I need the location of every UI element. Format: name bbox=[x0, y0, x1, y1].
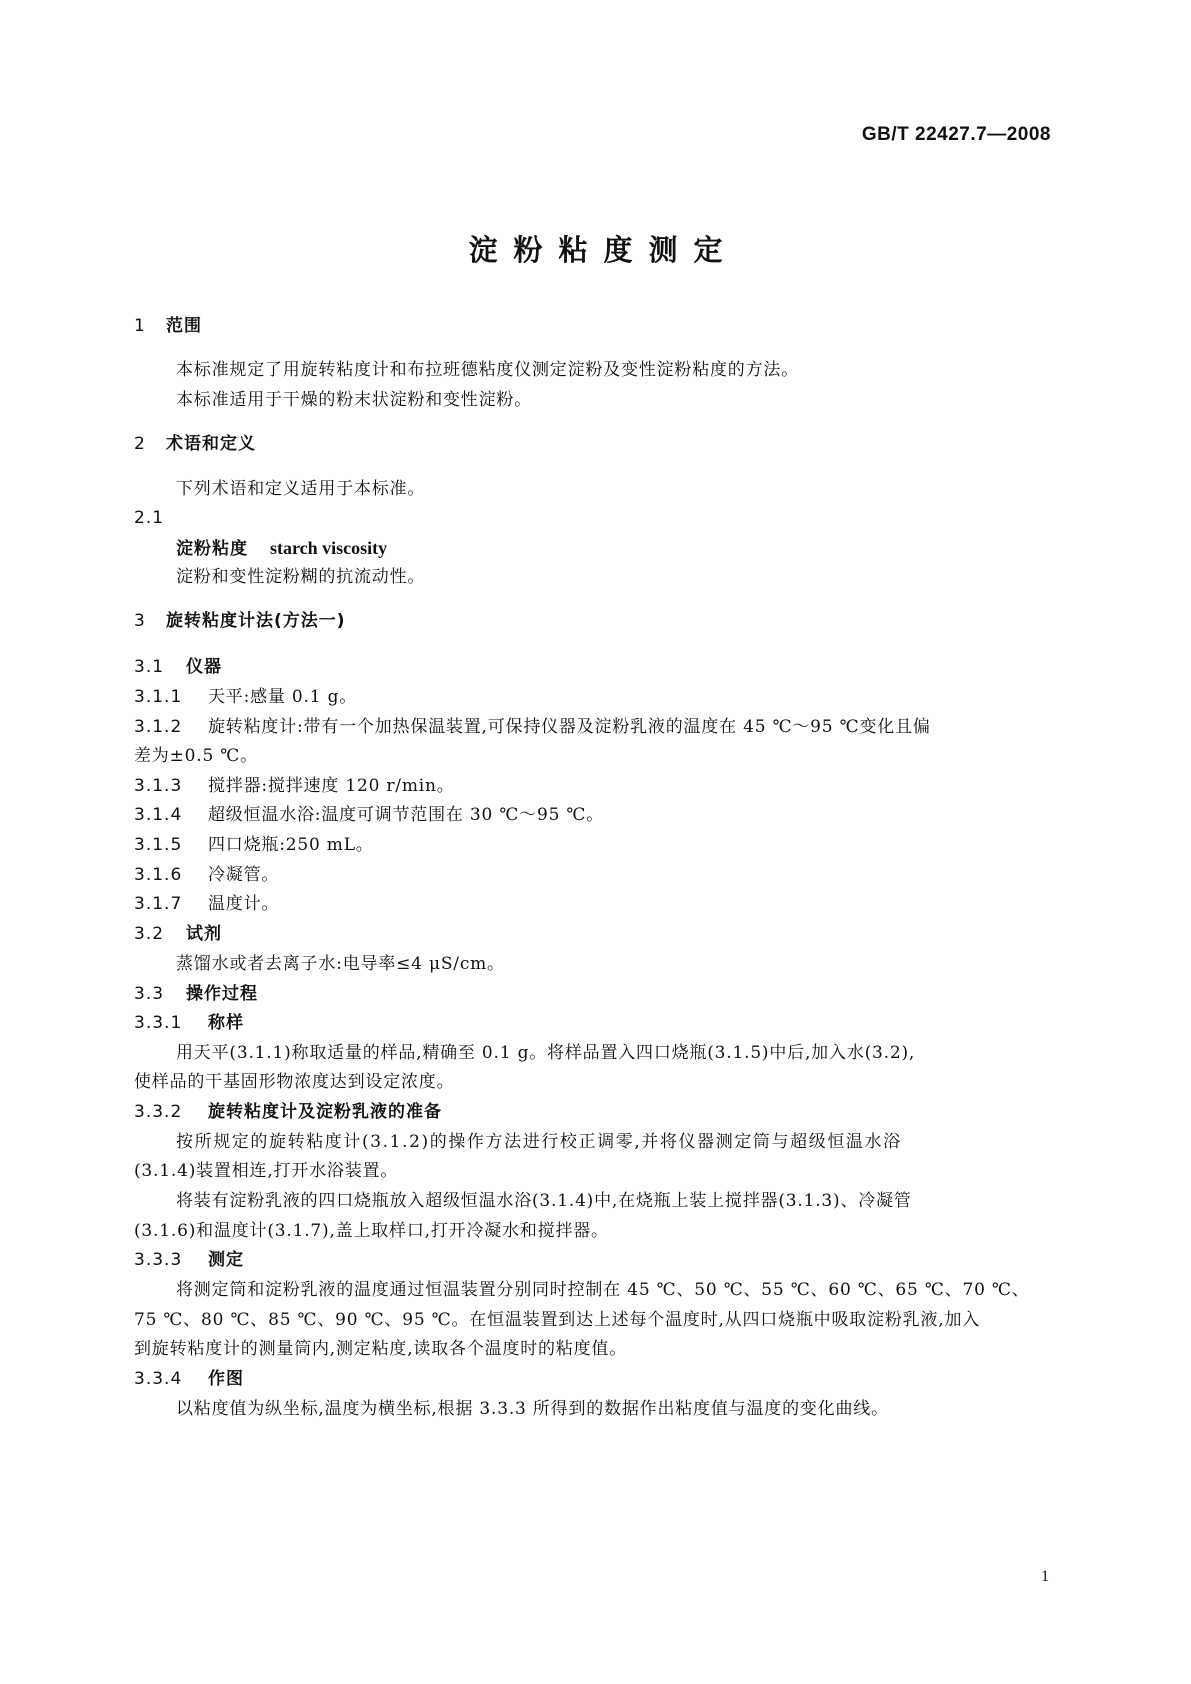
clause-number: 3.1.6 bbox=[134, 865, 183, 885]
clause-2-1-number: 2.1 bbox=[134, 508, 165, 528]
clause-3-1-7 bbox=[134, 889, 1064, 919]
clause-number: 3.1.1 bbox=[134, 687, 183, 707]
section-number: 1 bbox=[134, 316, 146, 336]
clause-text: 温度计。 bbox=[208, 894, 280, 914]
section-title: 范围 bbox=[166, 316, 202, 336]
section-2-heading bbox=[134, 429, 1064, 459]
clause-continuation: 差为±0.5 ℃。 bbox=[134, 746, 258, 766]
term-definition: 淀粉和变性淀粉糊的抗流动性。 bbox=[176, 567, 426, 587]
clause-3-3-3-heading bbox=[134, 1245, 1064, 1275]
subsection-number: 3.1 bbox=[134, 657, 165, 677]
subsection-3-2-heading bbox=[134, 919, 1064, 949]
subsection-3-3-heading bbox=[134, 979, 1064, 1009]
document-title: 淀粉粘度测定 bbox=[468, 233, 739, 267]
subsection-number: 3.2 bbox=[134, 924, 165, 944]
paragraph-line: 用天平(3.1.1)称取适量的样品,精确至 0.1 g。将样品置入四口烧瓶(3.1.5)中后,加入水(3.2), bbox=[176, 1043, 916, 1063]
page-number: 1 bbox=[1041, 1568, 1049, 1585]
subsection-title: 仪器 bbox=[186, 657, 222, 677]
subsection-title: 试剂 bbox=[186, 924, 222, 944]
clause-number: 3.1.2 bbox=[134, 717, 183, 737]
clause-number: 3.1.5 bbox=[134, 835, 183, 855]
clause-number: 3.3.1 bbox=[134, 1013, 183, 1033]
clause-number: 3.1.4 bbox=[134, 805, 183, 825]
term-english: starch viscosity bbox=[270, 538, 388, 558]
clause-text: 四口烧瓶:250 mL。 bbox=[208, 835, 374, 855]
clause-3-1-1 bbox=[134, 682, 1064, 712]
clause-number: 3.3.3 bbox=[134, 1250, 183, 1270]
clause-number: 3.1.7 bbox=[134, 894, 183, 914]
paragraph-line: 将装有淀粉乳液的四口烧瓶放入超级恒温水浴(3.1.4)中,在烧瓶上装上搅拌器(3.1.3)、冷凝管 bbox=[176, 1191, 912, 1211]
paragraph-line: (3.1.4)装置相连,打开水浴装置。 bbox=[134, 1161, 399, 1181]
paragraph-line: 到旋转粘度计的测量筒内,测定粘度,读取各个温度时的粘度值。 bbox=[134, 1339, 628, 1359]
subsection-3-1-heading bbox=[134, 652, 1064, 682]
standard-number: GB/T 22427.7—2008 bbox=[861, 124, 1051, 145]
paragraph: 本标准适用于干燥的粉末状淀粉和变性淀粉。 bbox=[176, 390, 532, 410]
section-title: 旋转粘度计法(方法一) bbox=[166, 611, 346, 631]
term-chinese: 淀粉粘度 bbox=[176, 539, 248, 559]
section-3-heading bbox=[134, 606, 1064, 636]
section-title: 术语和定义 bbox=[166, 434, 256, 454]
clause-title: 作图 bbox=[208, 1369, 244, 1389]
paragraph: 本标准规定了用旋转粘度计和布拉班德粘度仪测定淀粉及变性淀粉粘度的方法。 bbox=[176, 360, 799, 380]
paragraph-line: 将测定筒和淀粉乳液的温度通过恒温装置分别同时控制在 45 ℃、50 ℃、55 ℃、60 ℃、65 ℃、70 ℃、 bbox=[176, 1280, 1030, 1300]
section-1-heading bbox=[134, 311, 1064, 341]
paragraph-line: 75 ℃、80 ℃、85 ℃、90 ℃、95 ℃。在恒温装置到达上述每个温度时,从四口烧瓶中吸取淀粉乳液,加入 bbox=[134, 1310, 981, 1330]
subsection-number: 3.3 bbox=[134, 984, 165, 1004]
clause-title: 称样 bbox=[208, 1013, 244, 1033]
clause-text: 超级恒温水浴:温度可调节范围在 30 ℃～95 ℃。 bbox=[208, 805, 605, 825]
paragraph-line: 以粘度值为纵坐标,温度为横坐标,根据 3.3.3 所得到的数据作出粘度值与温度的变化曲线。 bbox=[176, 1399, 889, 1419]
clause-3-1-5 bbox=[134, 830, 1064, 860]
clause-3-1-3 bbox=[134, 771, 1064, 801]
section-number: 3 bbox=[134, 611, 146, 631]
clause-title: 旋转粘度计及淀粉乳液的准备 bbox=[208, 1102, 442, 1122]
clause-number: 3.3.4 bbox=[134, 1369, 183, 1389]
clause-3-1-4 bbox=[134, 800, 1064, 830]
section-number: 2 bbox=[134, 434, 146, 454]
clause-number: 3.3.2 bbox=[134, 1102, 183, 1122]
paragraph-line: 使样品的干基固形物浓度达到设定浓度。 bbox=[134, 1072, 455, 1092]
paragraph-line: 按所规定的旋转粘度计(3.1.2)的操作方法进行校正调零,并将仪器测定筒与超级恒温水浴 bbox=[176, 1132, 902, 1152]
clause-title: 测定 bbox=[208, 1250, 244, 1270]
clause-text: 冷凝管。 bbox=[208, 865, 280, 885]
paragraph-line: (3.1.6)和温度计(3.1.7),盖上取样口,打开冷凝水和搅拌器。 bbox=[134, 1221, 609, 1241]
clause-text: 天平:感量 0.1 g。 bbox=[208, 687, 358, 707]
clause-number: 3.1.3 bbox=[134, 776, 183, 796]
subsection-title: 操作过程 bbox=[186, 984, 258, 1004]
paragraph: 下列术语和定义适用于本标准。 bbox=[176, 479, 426, 499]
clause-3-3-4-heading bbox=[134, 1364, 1064, 1394]
clause-3-1-6 bbox=[134, 860, 1064, 890]
paragraph: 蒸馏水或者去离子水:电导率≤4 μS/cm。 bbox=[176, 954, 505, 974]
term-entry bbox=[176, 533, 1106, 564]
clause-3-3-2-heading bbox=[134, 1097, 1064, 1127]
clause-3-1-2 bbox=[134, 712, 1064, 742]
clause-number bbox=[134, 503, 1064, 533]
clause-text: 旋转粘度计:带有一个加热保温装置,可保持仪器及淀粉乳液的温度在 45 ℃～95 ℃变化且偏 bbox=[208, 717, 931, 737]
clause-3-3-1-heading bbox=[134, 1008, 1064, 1038]
clause-text: 搅拌器:搅拌速度 120 r/min。 bbox=[208, 776, 455, 796]
